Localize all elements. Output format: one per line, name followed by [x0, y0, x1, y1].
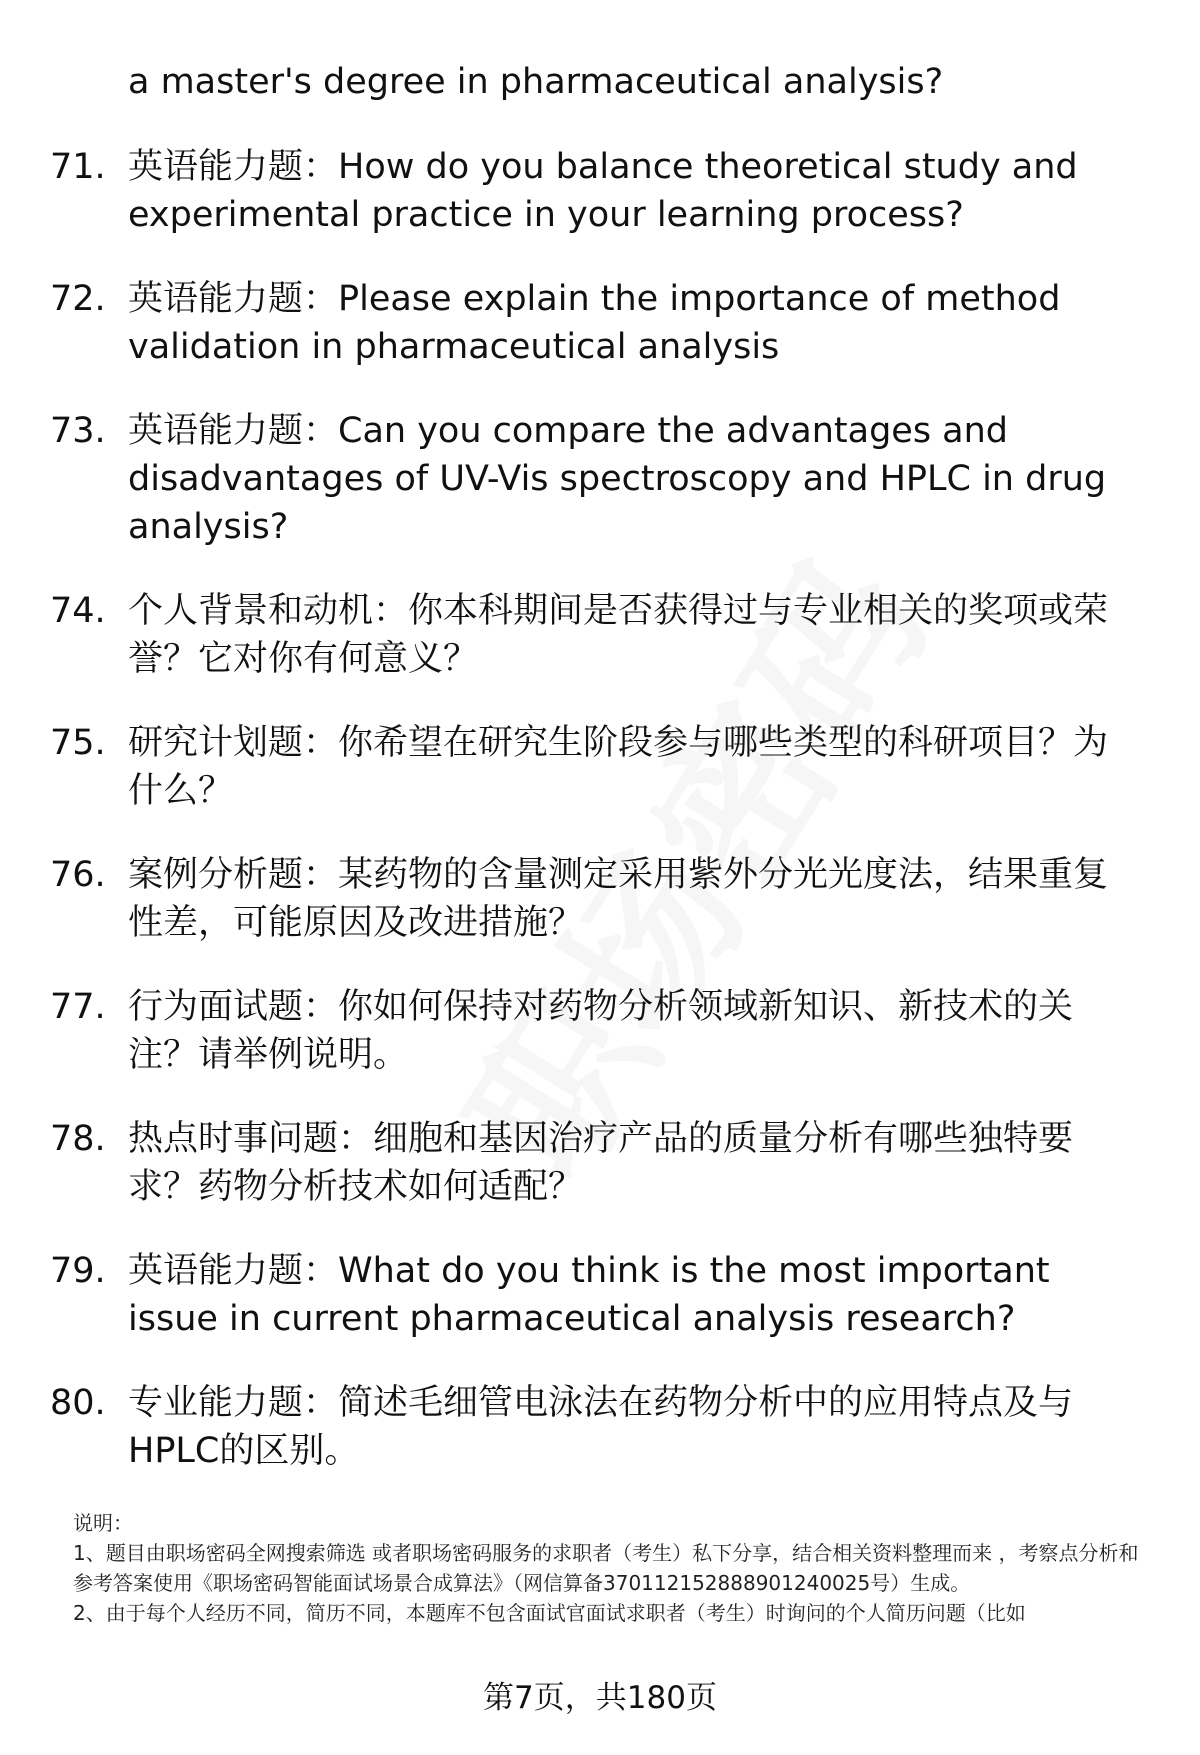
note-item: 1、题目由职场密码全网搜索筛选 或者职场密码服务的求职者（考生）私下分享，结合相关资料整理而来 ，考察点分析和参考答案使用《职场密码智能面试场景合成算法》（网信算备370112152888901240025号）生成。 — [73, 1541, 1139, 1595]
question-item — [50, 719, 1150, 815]
question-item — [50, 275, 1150, 371]
question-item — [50, 1247, 1150, 1343]
question-item — [50, 1115, 1150, 1211]
notes-title: 说明： — [73, 1511, 133, 1535]
question-number: 72. — [50, 279, 106, 319]
question-number: 76. — [50, 855, 106, 895]
question-text: 专业能力题：简述毛细管电泳法在药物分析中的应用特点及与HPLC的区别。 — [128, 1383, 1074, 1471]
question-item — [50, 1379, 1150, 1475]
question-text: 英语能力题：How do you balance theoretical study and experimental practice in your learning process? — [128, 147, 1078, 235]
question-text: 英语能力题：What do you think is the most important issue in current pharmaceutical analysis research? — [128, 1251, 1050, 1339]
question-item — [50, 407, 1150, 551]
question-text: 热点时事问题：细胞和基因治疗产品的质量分析有哪些独特要求？药物分析技术如何适配？ — [128, 1119, 1074, 1207]
question-item — [50, 851, 1150, 947]
question-text: 行为面试题：你如何保持对药物分析领域新知识、新技术的关注？请举例说明。 — [128, 987, 1074, 1075]
question-item — [50, 143, 1150, 239]
page-number: 第7页，共180页 — [483, 1680, 717, 1716]
question-number: 77. — [50, 987, 106, 1027]
question-number: 75. — [50, 723, 106, 763]
notes-section — [73, 1508, 1158, 1628]
question-number: 71. — [50, 147, 106, 187]
question-number: 73. — [50, 411, 106, 451]
question-text: 研究计划题：你希望在研究生阶段参与哪些类型的科研项目？为什么？ — [128, 723, 1109, 811]
question-text: 案例分析题：某药物的含量测定采用紫外分光光度法，结果重复性差，可能原因及改进措施？ — [128, 855, 1109, 943]
question-number: 79. — [50, 1251, 106, 1291]
question-number: 78. — [50, 1119, 106, 1159]
continued-question-text: a master's degree in pharmaceutical analysis? — [128, 62, 944, 102]
question-list — [50, 143, 1150, 1511]
question-number: 80. — [50, 1383, 106, 1423]
question-text: 英语能力题：Can you compare the advantages and disadvantages of UV-Vis spectroscopy and HPLC in drug analysis? — [128, 411, 1107, 547]
question-item — [50, 587, 1150, 683]
question-item — [50, 983, 1150, 1079]
question-text: 个人背景和动机：你本科期间是否获得过与专业相关的奖项或荣誉？它对你有何意义？ — [128, 591, 1109, 679]
note-item: 2、由于每个人经历不同，简历不同，本题库不包含面试官面试求职者（考生）时询问的个人简历问题（比如 — [73, 1601, 1026, 1625]
question-number: 74. — [50, 591, 106, 631]
question-text: 英语能力题：Please explain the importance of method validation in pharmaceutical analysis — [128, 279, 1061, 367]
